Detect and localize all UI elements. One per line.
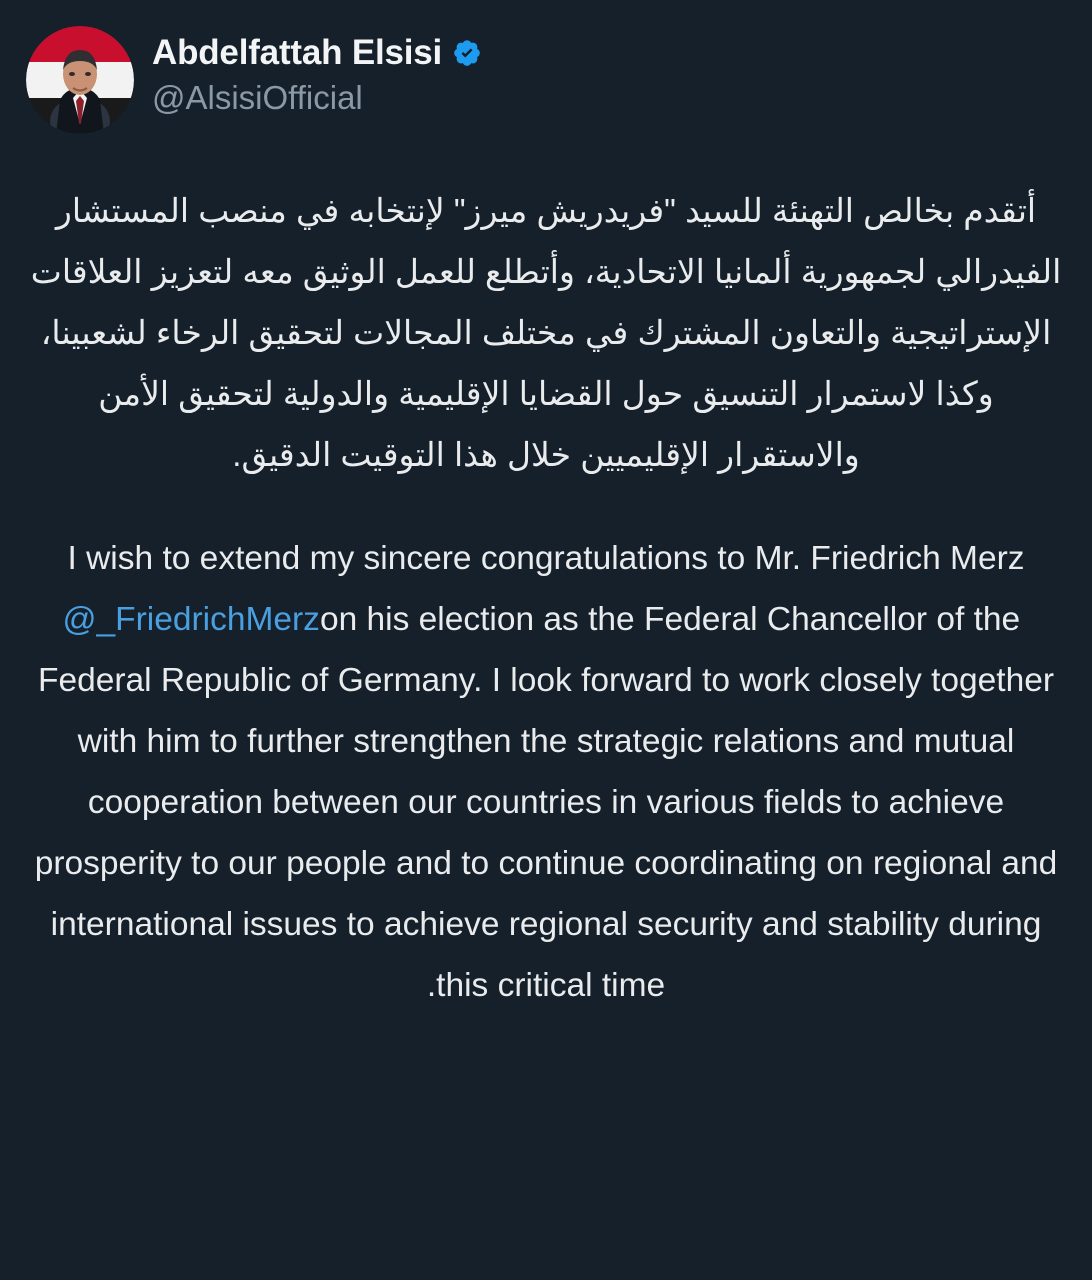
- english-text-before-mention: I wish to extend my sincere congratulations to Mr. Friedrich Merz: [67, 540, 1025, 578]
- tweet-header: [26, 26, 1066, 134]
- author-display-name[interactable]: Abdelfattah Elsisi: [152, 33, 443, 72]
- author-identity: [152, 26, 482, 118]
- tweet-body: [26, 180, 1066, 1017]
- avatar[interactable]: [26, 26, 134, 134]
- tweet-text-arabic: أتقدم بخالص التهنئة للسيد "فريدريش ميرز" لإنتخابه في منصب المستشار الفيدرالي لجمهورية ألمانيا الاتحادية، وأتطلع للعمل الوثيق معه لتعزيز العلاقات الإستراتيجية والتعاون المشترك في مختلف المجالات لتحقيق الرخاء لشعبينا، وكذا لاستمرار التنسيق حول القضايا الإقليمية والدولية لتحقيق الأمن والاستقرار الإقليميين خلال هذا التوقيت الدقيق.: [30, 192, 1062, 474]
- name-row: [152, 34, 482, 73]
- mention-link-friedrichmerz[interactable]: @_FriedrichMerz: [62, 601, 320, 639]
- english-text-after-mention: on his election as the Federal Chancellor of the Federal Republic of Germany. I look forward to work closely together with him to further strengthen the strategic relations and mutual cooperation between our countries in various fields to achieve prosperity to our people and to continue coordinating on regional and international issues to achieve regional security and stability during this critical time.: [34, 601, 1058, 1005]
- paragraph-spacer: [26, 485, 1066, 529]
- tweet-text-english: [26, 529, 1066, 1017]
- avatar-photo-egypt-flag: [26, 26, 134, 134]
- author-handle[interactable]: @AlsisiOfficial: [152, 78, 363, 116]
- verified-badge-icon: [452, 38, 482, 68]
